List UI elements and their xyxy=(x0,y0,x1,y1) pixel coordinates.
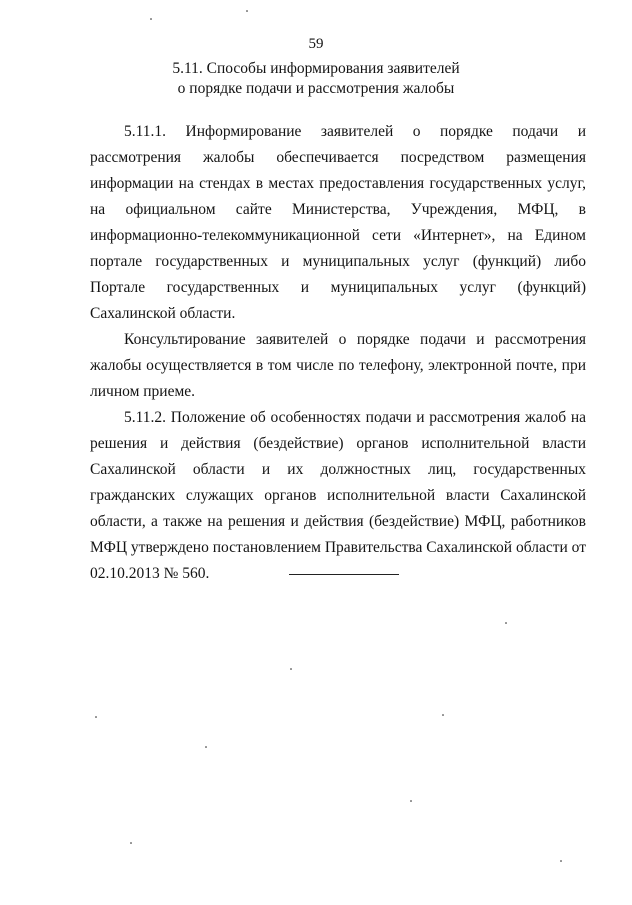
section-title xyxy=(60,59,572,99)
section-title-line-1: 5.11. Способы информирования заявителей xyxy=(172,60,460,77)
end-divider xyxy=(289,574,399,575)
scan-speck xyxy=(95,716,97,718)
paragraph-5-11-1: 5.11.1. Информирование заявителей о порядке подачи и рассмотрения жалобы обеспечивается посредством размещения информации на стендах в местах предоставления государственных услуг, на официальном сайте Министерства, Учреждения, МФЦ, в информационно-телекоммуникационной сети «Интернет», на Едином портале государственных и муниципальных услуг (функций) либо Портале государственных и муниципальных услуг (функций) Сахалинской области. xyxy=(90,123,586,322)
page-number: 59 xyxy=(308,36,324,52)
scan-speck xyxy=(205,746,207,748)
scan-speck xyxy=(505,622,507,624)
paragraph-5-11-2: 5.11.2. Положение об особенностях подачи и рассмотрения жалоб на решения и действия (бездействие) органов исполнительной власти Сахалинской области и их должностных лиц, государственных гражданских служащих органов исполнительной власти Сахалинской области, а также на решения и действия (бездействие) МФЦ, работников МФЦ утверждено постановлением Правительства Сахалинской области от 02.10.2013 № 560. xyxy=(90,409,586,582)
scan-speck xyxy=(130,842,132,844)
paragraph-consultation: Консультирование заявителей о порядке подачи и рассмотрения жалобы осуществляется в том числе по телефону, электронной почте, при личном приеме. xyxy=(90,331,586,400)
scan-speck xyxy=(150,18,152,20)
scan-speck xyxy=(560,860,562,862)
scan-speck xyxy=(442,714,444,716)
section-title-line-2: о порядке подачи и рассмотрения жалобы xyxy=(177,80,455,97)
scan-speck xyxy=(410,800,412,802)
body-text xyxy=(90,119,586,587)
scan-speck xyxy=(246,10,248,12)
scan-speck xyxy=(290,668,292,670)
